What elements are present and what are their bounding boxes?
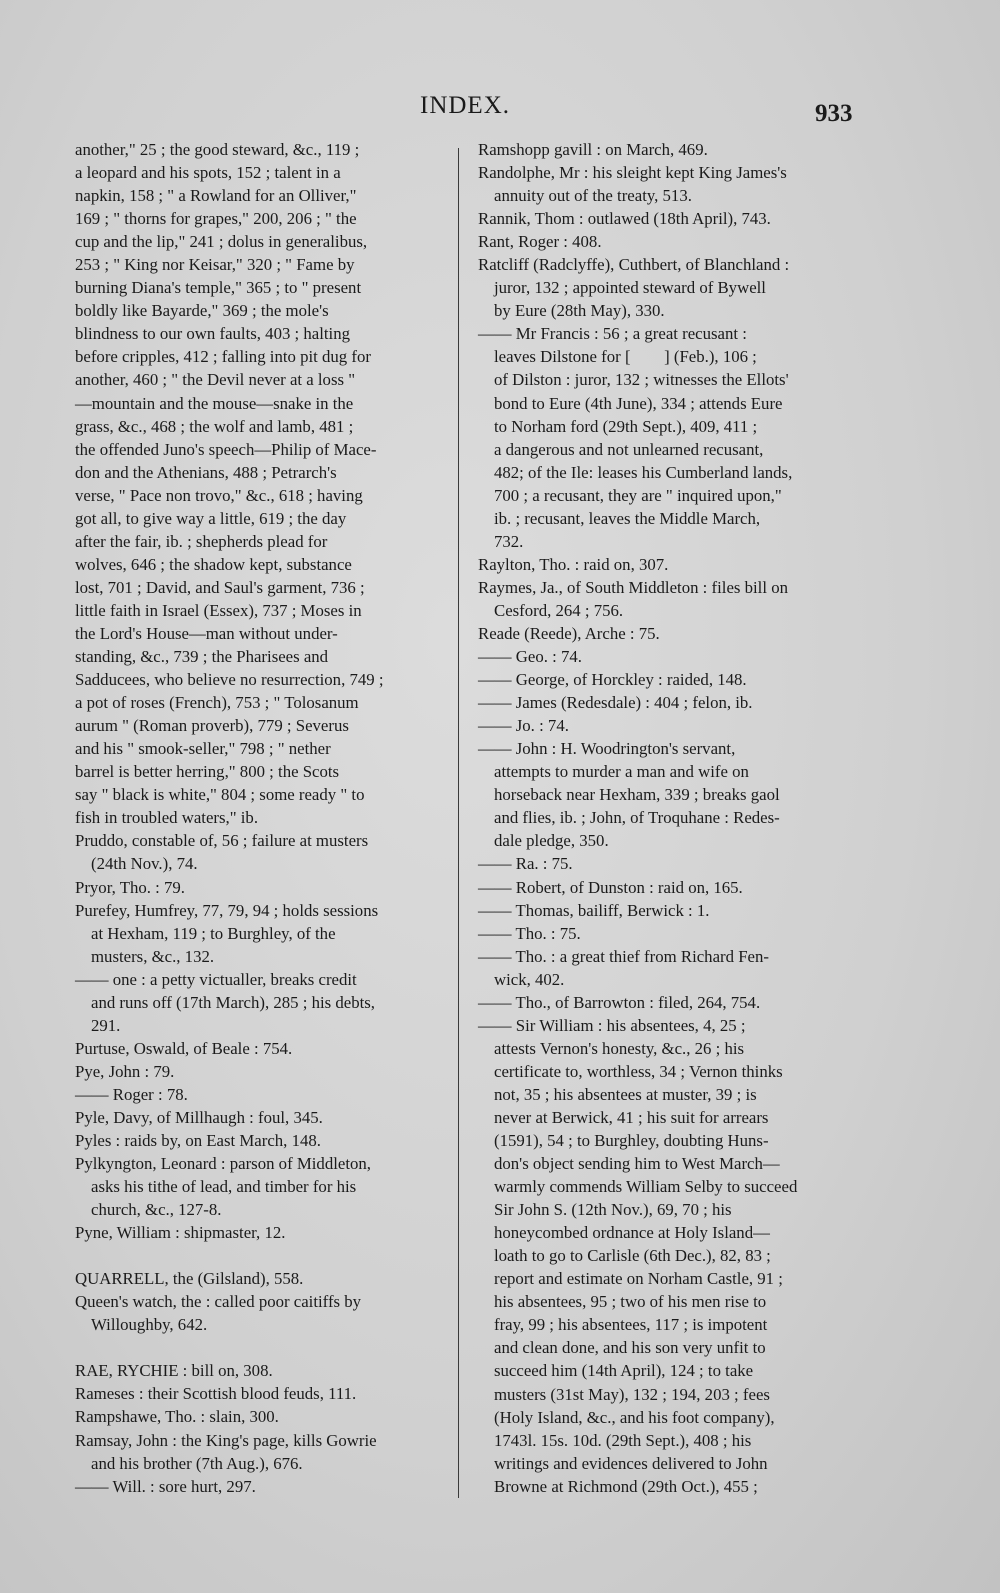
index-line: Rannik, Thom : outlawed (18th April), 743. [478,209,771,229]
page-number: 933 [815,100,853,127]
index-line: dale pledge, 350. [494,831,609,851]
index-line: Rant, Roger : 408. [478,232,602,252]
index-line: and his " smook-seller," 798 ; " nether [75,739,331,759]
index-line: cup and the lip," 241 ; dolus in generalibus, [75,232,368,252]
index-line: —— James (Redesdale) : 404 ; felon, ib. [478,693,753,713]
index-line: church, &c., 127-8. [91,1200,222,1220]
index-line: RAE, RYCHIE : bill on, 308. [75,1361,273,1381]
index-line: blindness to our own faults, 403 ; halting [75,324,351,344]
index-line: (24th Nov.), 74. [91,854,198,874]
index-line: —— Tho., of Barrowton : filed, 264, 754. [478,992,761,1012]
index-line: grass, &c., 468 ; the wolf and lamb, 481 ; [75,416,354,436]
index-line: Randolphe, Mr : his sleight kept King James's [478,163,787,183]
index-line: at Hexham, 119 ; to Burghley, of the [91,923,336,943]
index-line: 291. [91,1015,121,1035]
index-line: 482; of the Ile: leases his Cumberland lands, [494,462,793,482]
index-line: the offended Juno's speech—Philip of Mace- [75,439,377,459]
index-line: attests Vernon's honesty, &c., 26 ; his [494,1038,745,1058]
index-line: Raymes, Ja., of South Middleton : files bill on [478,577,788,597]
index-line: his absentees, 95 ; two of his men rise to [494,1292,767,1312]
index-line: 1743l. 15s. 10d. (29th Sept.), 408 ; his [494,1430,752,1450]
index-line: —— Ra. : 75. [478,854,573,874]
index-line: —— Roger : 78. [75,1084,188,1104]
index-line: 700 ; a recusant, they are " inquired upon," [494,485,782,505]
index-line: and clean done, and his son very unfit to [494,1338,766,1358]
index-line: wick, 402. [494,969,565,989]
index-line: —— John : H. Woodrington's servant, [478,739,736,759]
index-line: and flies, ib. ; John, of Troquhane : Redes- [494,808,780,828]
index-line: lost, 701 ; David, and Saul's garment, 736 ; [75,577,365,597]
index-line [75,1244,443,1267]
index-line: horseback near Hexham, 339 ; breaks gaol [494,785,780,805]
index-line: after the fair, ib. ; shepherds plead for [75,531,328,551]
index-line: little faith in Israel (Essex), 737 ; Moses in [75,600,362,620]
index-line: to Norham ford (29th Sept.), 409, 411 ; [494,416,758,436]
index-line: —— Thomas, bailiff, Berwick : 1. [478,900,710,920]
index-line: Ratcliff (Radclyffe), Cuthbert, of Blanchland : [478,255,790,275]
index-line: a dangerous and not unlearned recusant, [494,439,764,459]
index-line: Pyles : raids by, on East March, 148. [75,1131,321,1151]
index-line: Cesford, 264 ; 756. [494,600,624,620]
index-line: don's object sending him to West March— [494,1154,780,1174]
index-line: succeed him (14th April), 124 ; to take [494,1361,754,1381]
index-line: Sir John S. (12th Nov.), 69, 70 ; his [494,1200,732,1220]
index-line: 169 ; " thorns for grapes," 200, 206 ; " the [75,209,357,229]
index-line: (Holy Island, &c., and his foot company), [494,1407,775,1427]
index-line: report and estimate on Norham Castle, 91 ; [494,1269,783,1289]
index-line: (1591), 54 ; to Burghley, doubting Huns- [494,1131,769,1151]
index-line: barrel is better herring," 800 ; the Scots [75,762,340,782]
index-line: —— George, of Horckley : raided, 148. [478,670,747,690]
index-line: fish in troubled waters," ib. [75,808,259,828]
index-line: 732. [494,531,524,551]
index-line: fray, 99 ; his absentees, 117 ; is impotent [494,1315,768,1335]
index-line: Browne at Richmond (29th Oct.), 455 ; [494,1476,758,1496]
index-line: Pyne, William : shipmaster, 12. [75,1223,286,1243]
index-line: Pryor, Tho. : 79. [75,877,185,897]
index-line: verse, " Pace non trovo," &c., 618 ; having [75,485,363,505]
index-line: —— Tho. : 75. [478,923,581,943]
index-line: —— Robert, of Dunston : raid on, 165. [478,877,743,897]
index-column-left [75,138,443,1498]
index-line: aurum " (Roman proverb), 779 ; Severus [75,716,349,736]
index-line: burning Diana's temple," 365 ; to " present [75,278,362,298]
index-line: loath to go to Carlisle (6th Dec.), 82, 83 ; [494,1246,771,1266]
index-line: got all, to give way a little, 619 ; the day [75,508,347,528]
index-line: don and the Athenians, 488 ; Petrarch's [75,462,337,482]
index-line: juror, 132 ; appointed steward of Bywell [494,278,766,298]
index-column-right [478,138,856,1498]
index-line: —mountain and the mouse—snake in the [75,393,354,413]
index-line: Purefey, Humfrey, 77, 79, 94 ; holds sessions [75,900,379,920]
index-line: Willoughby, 642. [91,1315,208,1335]
index-line: say " black is white," 804 ; some ready " to [75,785,365,805]
index-line: —— Will. : sore hurt, 297. [75,1476,256,1496]
index-line: asks his tithe of lead, and timber for his [91,1177,357,1197]
running-header: INDEX. [420,92,511,119]
index-line: attempts to murder a man and wife on [494,762,749,782]
index-line: musters, &c., 132. [91,946,215,966]
index-line: warmly commends William Selby to succeed [494,1177,798,1197]
index-line: Sadducees, who believe no resurrection, 749 ; [75,670,384,690]
index-line: bond to Eure (4th June), 334 ; attends Eure [494,393,783,413]
index-line: not, 35 ; his absentees at muster, 39 ; is [494,1084,757,1104]
index-line: certificate to, worthless, 34 ; Vernon thinks [494,1061,783,1081]
index-line: honeycombed ordnance at Holy Island— [494,1223,770,1243]
index-line: boldly like Bayarde," 369 ; the mole's [75,301,329,321]
index-line: Raylton, Tho. : raid on, 307. [478,554,669,574]
index-line: and his brother (7th Aug.), 676. [91,1453,303,1473]
index-line: by Eure (28th May), 330. [494,301,665,321]
index-line: napkin, 158 ; " a Rowland for an Olliver," [75,186,357,206]
index-line: Rampshawe, Tho. : slain, 300. [75,1407,279,1427]
index-line: musters (31st May), 132 ; 194, 203 ; fees [494,1384,770,1404]
index-line: —— Tho. : a great thief from Richard Fen- [478,946,769,966]
index-line: never at Berwick, 41 ; his suit for arrears [494,1107,769,1127]
index-line: ib. ; recusant, leaves the Middle March, [494,508,761,528]
index-line: standing, &c., 739 ; the Pharisees and [75,647,329,667]
index-line: Pye, John : 79. [75,1061,175,1081]
index-line: Ramsay, John : the King's page, kills Gowrie [75,1430,377,1450]
index-line: —— one : a petty victualler, breaks credit [75,969,357,989]
index-line: annuity out of the treaty, 513. [494,186,692,206]
index-line: and runs off (17th March), 285 ; his debts, [91,992,375,1012]
index-line: leaves Dilstone for [ ] (Feb.), 106 ; [494,347,757,367]
index-line: before cripples, 412 ; falling into pit dug for [75,347,371,367]
column-divider [458,148,459,1498]
index-line: Ramshopp gavill : on March, 469. [478,140,708,159]
index-line: Purtuse, Oswald, of Beale : 754. [75,1038,293,1058]
index-line: another," 25 ; the good steward, &c., 119 ; [75,140,360,159]
index-line: writings and evidences delivered to John [494,1453,768,1473]
index-line: of Dilston : juror, 132 ; witnesses the Ellots' [494,370,789,390]
index-line: —— Jo. : 74. [478,716,569,736]
index-line: Reade (Reede), Arche : 75. [478,623,660,643]
index-line: wolves, 646 ; the shadow kept, substance [75,554,352,574]
index-line: 253 ; " King nor Keisar," 320 ; " Fame by [75,255,355,275]
index-line: —— Geo. : 74. [478,647,582,667]
index-line: another, 460 ; " the Devil never at a loss " [75,370,356,390]
index-line: —— Sir William : his absentees, 4, 25 ; [478,1015,746,1035]
index-line: —— Mr Francis : 56 ; a great recusant : [478,324,747,344]
index-line: Pruddo, constable of, 56 ; failure at musters [75,831,369,851]
index-line: a leopard and his spots, 152 ; talent in a [75,163,341,183]
index-line: the Lord's House—man without under- [75,623,338,643]
index-line: QUARRELL, the (Gilsland), 558. [75,1269,304,1289]
index-line: Pylkyngton, Leonard : parson of Middleton, [75,1154,371,1174]
index-line: a pot of roses (French), 753 ; " Tolosanum [75,693,359,713]
index-line: Rameses : their Scottish blood feuds, 111. [75,1384,357,1404]
index-line: Queen's watch, the : called poor caitiffs by [75,1292,362,1312]
index-line [75,1336,443,1359]
index-line: Pyle, Davy, of Millhaugh : foul, 345. [75,1107,323,1127]
